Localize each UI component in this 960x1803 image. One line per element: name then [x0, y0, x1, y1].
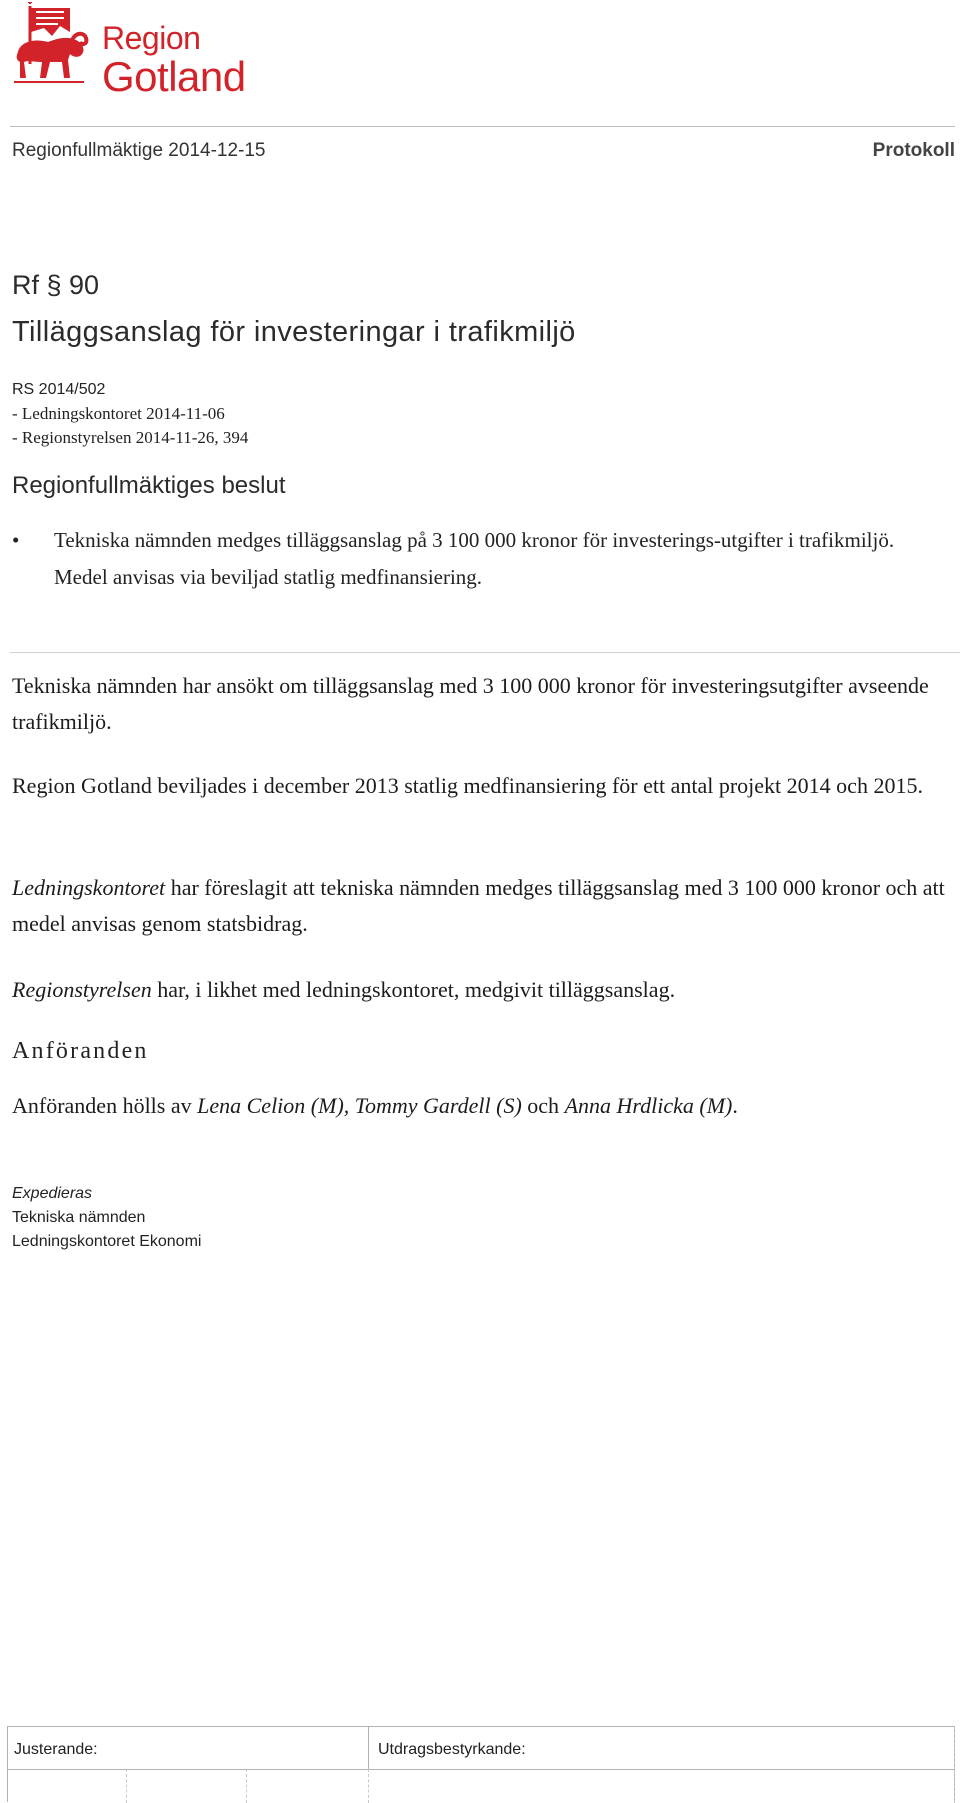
decision-text: Tekniska nämnden medges tilläggsanslag på 3 100 000 kronor för investerings-utgifter i trafikmiljö. Medel anvisas via beviljad statlig medfinansiering. — [54, 528, 895, 589]
office-name: Ledningskontoret — [12, 875, 166, 900]
justerande-label: Justerande: — [14, 1741, 98, 1758]
ram-with-banner-icon — [10, 2, 100, 94]
signature-label-row — [8, 1727, 954, 1770]
body-paragraph-1: Tekniska nämnden har ansökt om tilläggsanslag med 3 100 000 kronor för investeringsutgifter avseende trafikmiljö. — [12, 673, 929, 734]
dispatch-label: Expedieras — [12, 1185, 93, 1202]
paragraph-text: har föreslagit att tekniska nämnden medges tilläggsanslag med 3 100 000 kronor och att medel anvisas genom statsbidrag. — [12, 875, 945, 936]
reference-item: - Regionstyrelsen 2014-11-26, 394 — [12, 428, 249, 447]
dispatch-recipient: Ledningskontoret Ekonomi — [12, 1233, 202, 1250]
dispatch-section — [12, 1182, 201, 1254]
signature-cell-divider — [246, 1769, 247, 1803]
header-divider — [10, 126, 955, 127]
dispatch-recipient: Tekniska nämnden — [12, 1209, 146, 1226]
paragraph-text: har, i likhet med ledningskontoret, medgivit tilläggsanslag. — [151, 977, 676, 1002]
signature-cell-divider — [368, 1769, 369, 1803]
utdragsbestyrkande-label: Utdragsbestyrkande: — [378, 1741, 526, 1758]
speeches-and: och — [521, 1093, 565, 1118]
case-number: RS 2014/502 — [12, 381, 106, 398]
speaker-names: Lena Celion (M), Tommy Gardell (S) — [197, 1093, 522, 1118]
document-type: Protokoll — [872, 140, 955, 161]
board-name: Regionstyrelsen — [12, 977, 152, 1002]
section-divider — [10, 652, 960, 653]
reference-item: - Ledningskontoret 2014-11-06 — [12, 404, 225, 423]
page-title: Tilläggsanslag för investeringar i trafikmiljö — [12, 316, 576, 348]
signature-right-edge — [954, 1727, 955, 1803]
body-paragraph-2: Region Gotland beviljades i december 2013 statlig medfinansiering för ett antal projekt 2014 och 2015. — [12, 773, 923, 798]
decision-heading: Regionfullmäktiges beslut — [12, 472, 286, 499]
body-paragraph-3 — [12, 870, 947, 942]
speeches-end: . — [732, 1093, 738, 1118]
meeting-header: Regionfullmäktige 2014-12-15 — [12, 140, 266, 161]
signature-divider — [368, 1727, 369, 1769]
speaker-last: Anna Hrdlicka (M) — [564, 1093, 733, 1118]
logo-line-gotland: Gotland — [102, 53, 246, 100]
speeches-heading: Anföranden — [12, 1038, 149, 1064]
decision-bullet — [12, 522, 912, 596]
signature-table — [7, 1726, 955, 1802]
bullet-icon: • — [12, 528, 20, 552]
signature-cell-divider — [126, 1769, 127, 1803]
speeches-lead: Anföranden hölls av — [12, 1093, 198, 1118]
speeches-paragraph — [12, 1088, 947, 1124]
logo-line-region: Region — [102, 20, 201, 56]
region-gotland-logo — [10, 2, 246, 100]
paragraph-number: Rf § 90 — [12, 270, 100, 300]
body-paragraph-4 — [12, 972, 947, 1008]
case-references — [12, 378, 248, 450]
